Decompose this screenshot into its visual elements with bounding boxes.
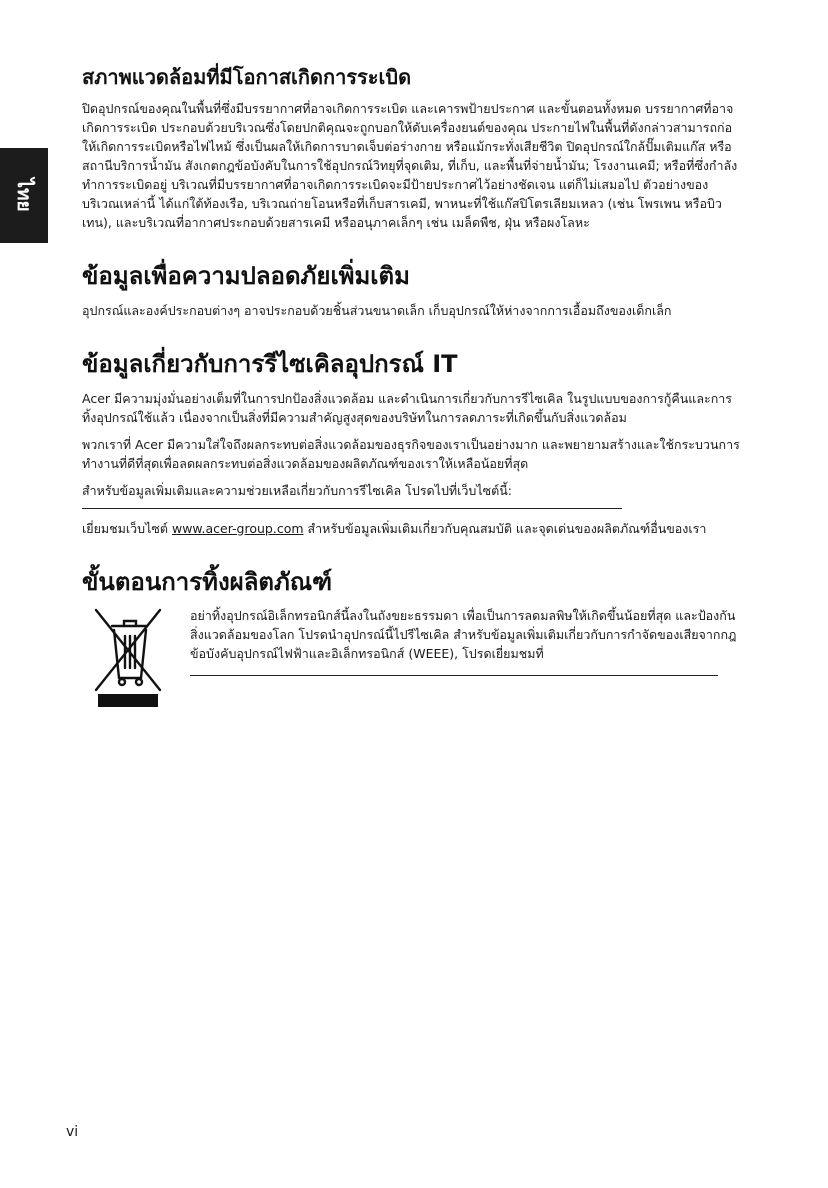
weee-block: [82, 606, 742, 710]
visit-website-paragraph: [82, 519, 742, 538]
disposal-body: อย่าทิ้งอุปกรณ์อิเล็กทรอนิกส์นี้ลงในถังขยะธรรมดา เพื่อเป็นการลดมลพิษให้เกิดขึ้นน้อยที่สุด และป้องกันสิ่งแวดล้อมของโลก โปรดนำอุปกรณ์นี้ไปรีไซเคิล สำหรับข้อมูลเพิ่มเติมเกี่ยวกับการกำจัดของเสียจากกฎข้อบังคับอุปกรณ์ไฟฟ้าและอิเล็กทรอนิกส์ (WEEE), โปรดเยี่ยมชมที่: [190, 608, 737, 662]
visit-suffix-text: สำหรับข้อมูลเพิ่มเติมเกี่ยวกับคุณสมบัติ และจุดเด่นของผลิตภัณฑ์อื่นของเรา: [303, 520, 707, 536]
page-content: [82, 65, 742, 710]
visit-prefix-text: เยี่ยมชมเว็บไซต์: [82, 520, 172, 536]
page-number: vi: [66, 1124, 79, 1140]
section-title-it-recycling: ข้อมูลเกี่ยวกับการรีไซเคิลอุปกรณ์ IT: [82, 349, 458, 378]
weee-crossed-bin-icon: [92, 606, 178, 710]
section-body-additional-safety: อุปกรณ์และองค์ประกอบต่างๆ อาจประกอบด้วยชิ้นส่วนขนาดเล็ก เก็บอุปกรณ์ให้ห่างจากการเอื้อมถึงของเด็กเล็ก: [82, 302, 672, 318]
recycling-paragraph-3: สำหรับข้อมูลเพิ่มเติมและความช่วยเหลือเกี่ยวกับการรีไซเคิล โปรดไปที่เว็บไซต์นี้:: [82, 482, 512, 498]
divider-line: [82, 508, 622, 509]
section-body-environment: ปิดอุปกรณ์ของคุณในพื้นที่ซึ่งมีบรรยากาศที่อาจเกิดการระเบิด และเคารพป้ายประกาศ และขั้นตอนทั้งหมด บรรยากาศที่อาจเกิดการระเบิด ประกอบด้วยบริเวณซึ่งโดยปกติคุณจะถูกบอกให้ดับเครื่องยนต์ของคุณ ประกายไฟในพื้นที่ดังกล่าวสามารถก่อให้เกิดการระเบิดหรือไฟไหม้ ซึ่งเป็นผลให้เกิดการบาดเจ็บต่อร่างกาย หรือแม้กระทั่งเสียชีวิต ปิดอุปกรณ์ใกล้ปั๊มเติมแก๊ส หรือสถานีบริการน้ำมัน สังเกตกฎข้อบังคับในการใช้อุปกรณ์วิทยุที่จุดเติม, ที่เก็บ, และพื้นที่จ่ายน้ำมัน; โรงงานเคมี; หรือที่ซึ่งกำลังทำการระเบิดอยู่ บริเวณที่มีบรรยากาศที่อาจเกิดการระเบิดจะมีป้ายประกาศไว้อย่างชัดเจน แต่ก็ไม่เสมอไป ตัวอย่างของบริเวณเหล่านี้ ได้แก่ใต้ท้องเรือ, บริเวณถ่ายโอนหรือที่เก็บสารเคมี, พาหนะที่ใช้แก๊สปิโตรเลียมเหลว (เช่น โพรเพน หรือบิวเทน), และบริเวณที่อากาศประกอบด้วยสารเคมี หรืออนุภาคเล็กๆ เช่น เมล็ดพืช, ฝุ่น หรือผงโลหะ: [82, 101, 738, 230]
section-title-additional-safety: ข้อมูลเพื่อความปลอดภัยเพิ่มเติม: [82, 262, 410, 290]
weee-text-block: [190, 606, 742, 686]
recycling-paragraph-1: Acer มีความมุ่งมั่นอย่างเต็มที่ในการปกป้องสิ่งแวดล้อม และดำเนินการเกี่ยวกับการรีไซเคิล ในรูปแบบของการกู้คืนและการทิ้งอุปกรณ์ใช้แล้ว เนื่องจากเป็นสิ่งที่มีความสำคัญสูงสุดของบริษัทในการลดภาระที่เกิดขึ้นกับสิ่งแวดล้อม: [82, 390, 732, 425]
language-tab: [0, 148, 48, 243]
section-title-disposal: ขั้นตอนการทิ้งผลิตภัณฑ์: [82, 567, 333, 596]
recycling-paragraph-2: พวกเราที่ Acer มีความใส่ใจถึงผลกระทบต่อสิ่งแวดล้อมของธุรกิจของเราเป็นอย่างมาก และพยายามสร้างและใช้กระบวนการทำงานที่ดีที่สุดเพื่อลดผลกระทบต่อสิ่งแวดล้อมของผลิตภัณฑ์ของเราให้เหลือน้อยที่สุด: [82, 436, 740, 471]
divider-line: [190, 675, 718, 676]
section-title-environment: สภาพแวดล้อมที่มีโอกาสเกิดการระเบิด: [82, 65, 412, 89]
language-tab-label: ไทย: [13, 178, 35, 212]
acer-website-link[interactable]: www.acer-group.com: [171, 520, 304, 536]
